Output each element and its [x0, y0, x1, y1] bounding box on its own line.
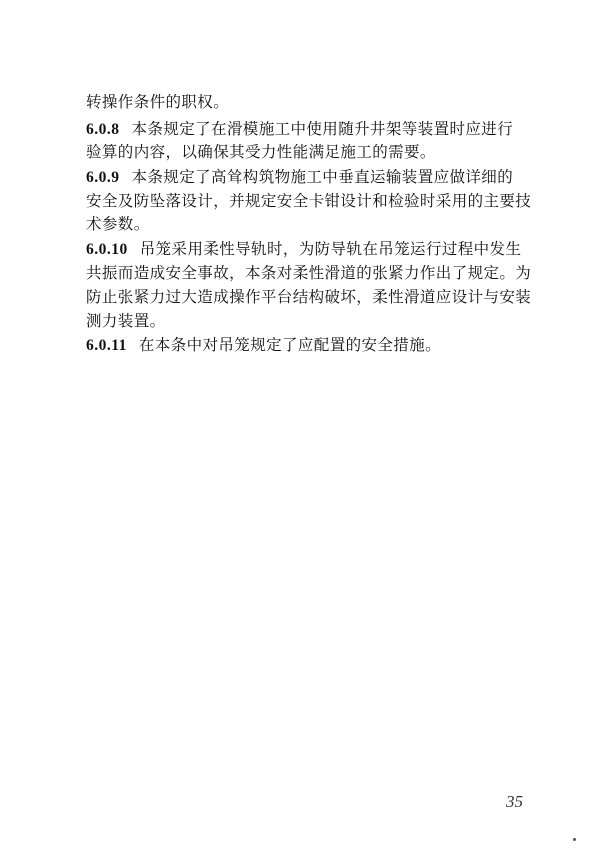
text-line [86, 141, 546, 163]
clause-number: 6.0.11 [86, 337, 127, 354]
line-text: 术参数。 [86, 215, 150, 233]
line-text: 防止张紧力过大造成操作平台结构破坏，柔性滑道应设计与安装 [86, 288, 532, 306]
line-text: 共振而造成安全事故，本条对柔性滑道的张紧力作出了规定。为 [86, 264, 532, 282]
clause-6-0-9 [86, 166, 546, 188]
text-line [86, 310, 546, 332]
clause-6-0-10 [86, 238, 546, 260]
clause-number: 6.0.8 [86, 121, 120, 138]
scan-mark [573, 838, 576, 841]
clause-6-0-11 [86, 334, 546, 356]
text-line [86, 262, 546, 284]
text-line [86, 286, 546, 308]
text-line [86, 91, 546, 113]
clause-number: 6.0.9 [86, 169, 120, 186]
clause-number: 6.0.10 [86, 241, 128, 258]
text-line [86, 213, 546, 235]
page-number: 35 [506, 792, 523, 811]
clause-text: 本条规定了在滑模施工中使用随升井架等装置时应进行 [131, 120, 514, 138]
text-line [86, 190, 546, 212]
line-text: 转操作条件的职权。 [86, 93, 230, 111]
clause-text: 本条规定了高耸构筑物施工中垂直运输装置应做详细的 [131, 168, 514, 186]
line-text: 测力装置。 [86, 312, 166, 330]
clause-6-0-8 [86, 118, 546, 140]
line-text: 安全及防坠落设计，并规定安全卡钳设计和检验时采用的主要技 [86, 192, 532, 210]
clause-text: 在本条中对吊笼规定了应配置的安全措施。 [138, 336, 442, 354]
line-text: 验算的内容，以确保其受力性能满足施工的需要。 [86, 143, 436, 161]
clause-text: 吊笼采用柔性导轨时，为防导轨在吊笼运行过程中发生 [139, 240, 522, 258]
